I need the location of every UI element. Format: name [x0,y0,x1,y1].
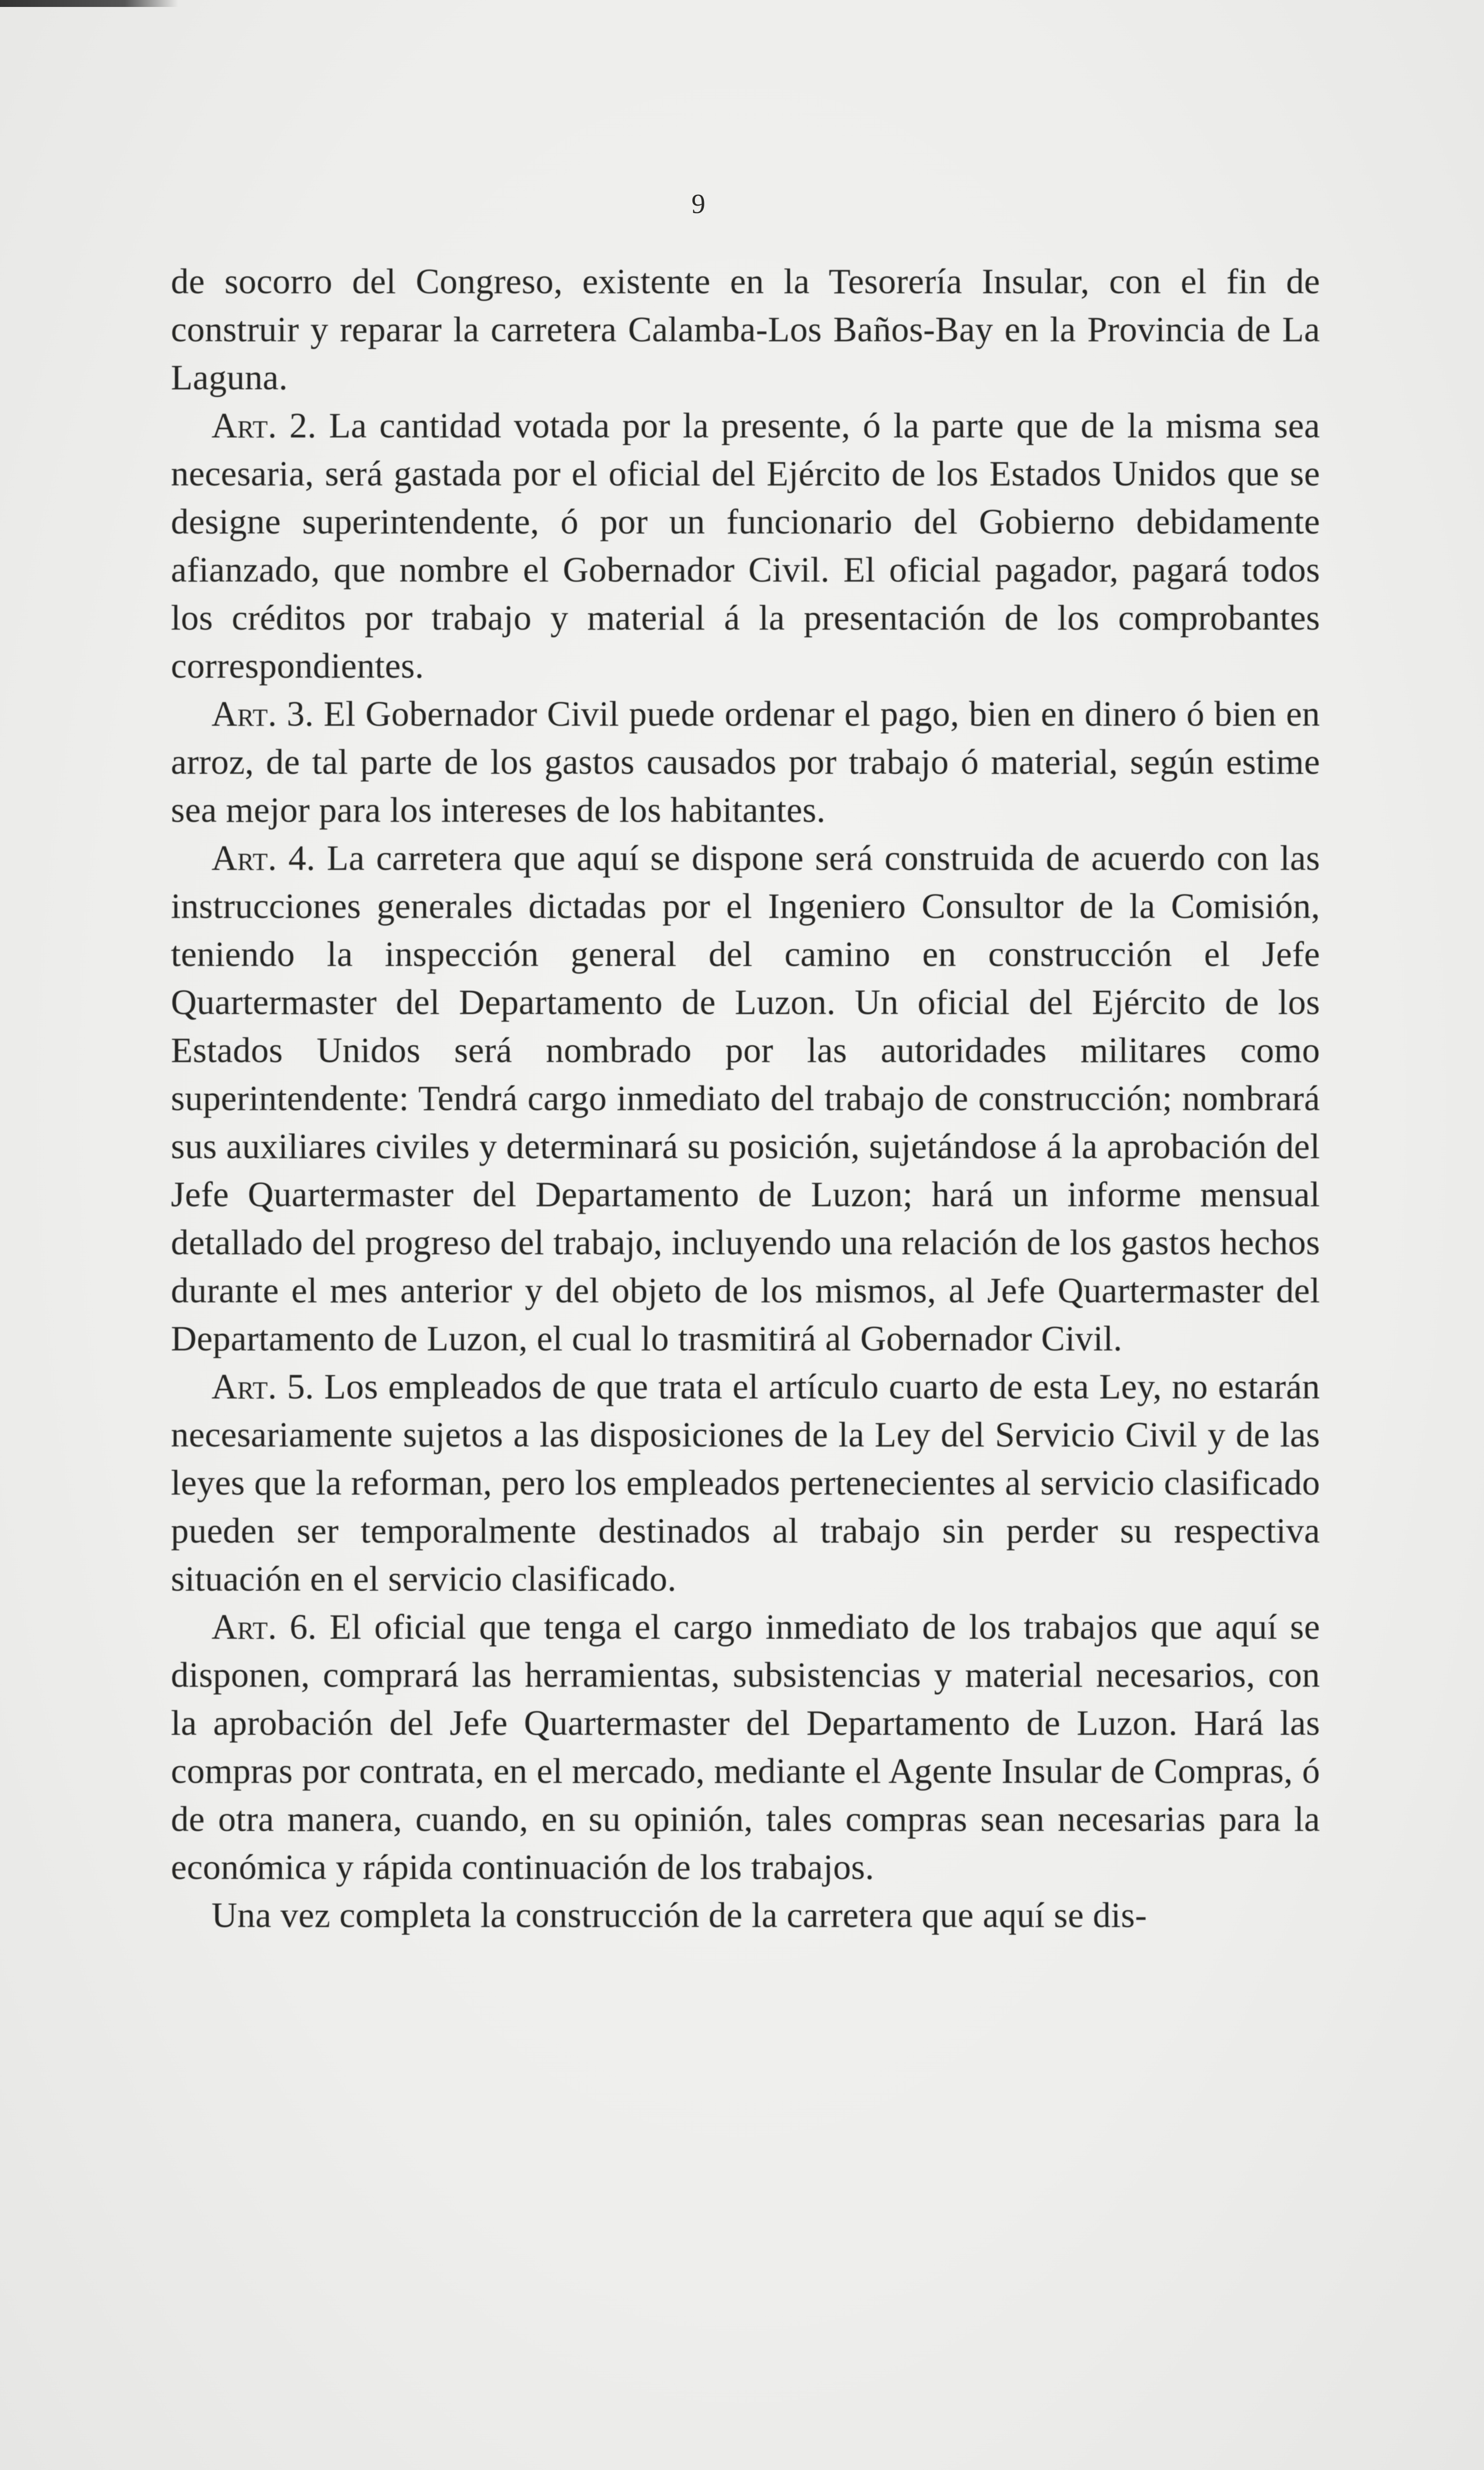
paragraph-text: Una vez completa la construcción de la carretera que aquí se dis- [212,1895,1147,1935]
article-2 [171,402,1320,690]
page-number: 9 [691,189,705,219]
article-text: El Gobernador Civil puede ordenar el pago, bien en dinero ó bien en arroz, de tal parte de los gastos causados por trabajo ó material, según estime sea mejor para los intereses de los habitantes. [171,694,1320,830]
page-edge-shadow [0,0,178,7]
body-text [171,258,1320,1939]
paragraph-continuation [171,258,1320,402]
article-text: El oficial que tenga el cargo inmediato de los trabajos que aquí se disponen, comprará las herramientas, subsistencias y material necesarios, con la aprobación del Jefe Quartermaster del Departamento de Luzon. Hará las compras por contrata, en el mercado, mediante el Agente Insular de Compras, ó de otra manera, cuando, en su opinión, tales compras sean necesarias para la económica y rápida continuación de los trabajos. [171,1607,1320,1887]
article-label: Art. 4. [212,838,316,878]
article-label: Art. 2. [212,406,317,445]
article-5 [171,1363,1320,1603]
article-4 [171,834,1320,1363]
article-text: La cantidad votada por la presente, ó la parte que de la misma sea necesaria, será gastada por el oficial del Ejército de los Estados Unidos que se designe superintendente, ó por un funcionario del Gobierno debidamente afianzado, que nombre el Gobernador Civil. El oficial pagador, pagará todos los créditos por trabajo y material á la presentación de los comprobantes correspondientes. [171,406,1320,686]
article-3 [171,690,1320,834]
article-6 [171,1603,1320,1891]
article-text: La carretera que aquí se dispone será construida de acuerdo con las instrucciones generales dictadas por el Ingeniero Consultor de la Comisión, teniendo la inspección general del camino en construcción el Jefe Quartermaster del Departamento de Luzon. Un oficial del Ejército de los Estados Unidos será nombrado por las autoridades militares como superintendente: Tendrá cargo inmediato del trabajo de construcción; nombrará sus auxiliares civiles y determinará su posición, sujetándose á la aprobación del Jefe Quartermaster del Departamento de Luzon; hará un informe mensual detallado del progreso del trabajo, incluyendo una relación de los gastos hechos durante el mes anterior y del objeto de los mismos, al Jefe Quartermaster del Departamento de Luzon, el cual lo trasmitirá al Gobernador Civil. [171,838,1320,1358]
paragraph-final [171,1891,1320,1939]
article-label: Art. 6. [212,1607,317,1647]
article-label: Art. 3. [212,694,314,734]
article-text: Los empleados de que trata el artículo cuarto de esta Ley, no estarán necesariamente sujetos a las disposiciones de la Ley del Servicio Civil y de las leyes que la reforman, pero los empleados pertenecientes al servicio clasificado pueden ser temporalmente destinados al trabajo sin perder su respectiva situación en el servicio clasificado. [171,1367,1320,1599]
paragraph-text: de socorro del Congreso, existente en la Tesorería Insular, con el fin de construir y reparar la carretera Calamba-Los Baños-Bay en la Provincia de La Laguna. [171,262,1320,397]
article-label: Art. 5. [212,1367,315,1406]
